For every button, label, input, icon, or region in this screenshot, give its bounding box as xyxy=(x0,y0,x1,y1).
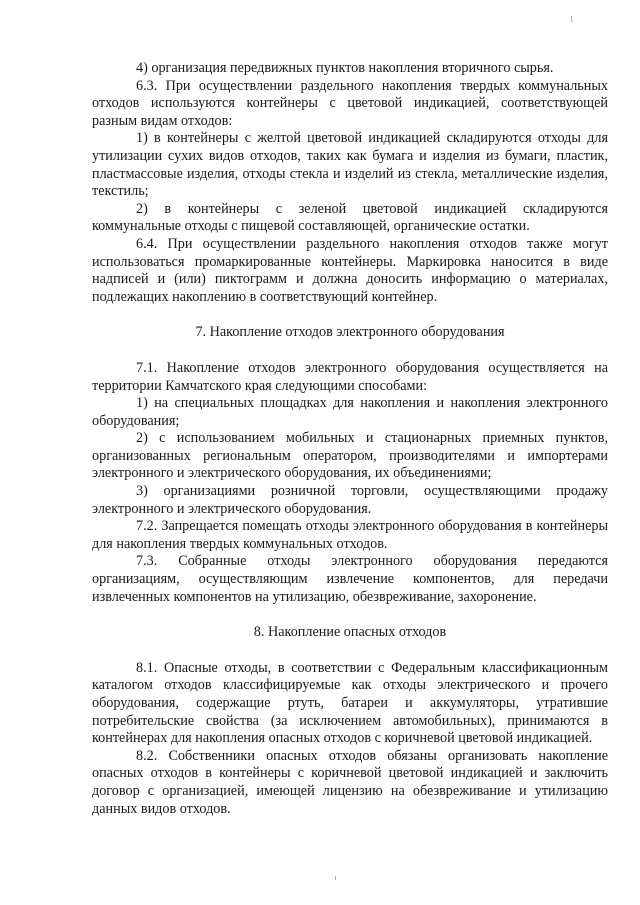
section-7-heading: 7. Накопление отходов электронного оборудования xyxy=(195,324,505,341)
paragraph-green-containers: 2) в контейнеры с зеленой цветовой индикацией складируются коммунальные отходы с пищевой составляющей, органические остатки. xyxy=(92,200,608,235)
paragraph-8-2: 8.2. Собственники опасных отходов обязаны организовать накопление опасных отходов в контейнеры с коричневой цветовой индикацией и заключить договор с организацией, имеющей лицензию на обезвреживание и утилизацию данных видов отходов. xyxy=(92,747,608,817)
paragraph-7-3: 7.3. Собранные отходы электронного оборудования передаются организациям, осуществляющим извлечение компонентов, для передачи извлеченных компонентов на утилизацию, обезвреживание, захоронение. xyxy=(92,553,608,605)
paragraph-8-1: 8.1. Опасные отходы, в соответствии с Федеральным классификационным каталогом отходов классифицируемые как отходы электрического и прочего оборудования, содержащие ртуть, батареи и аккумуляторы, утратившие потребительские свойства (за исключением автомобильных), принимаются в контейнерах для накопления опасных отходов с коричневой цветовой индикацией. xyxy=(92,659,608,747)
scan-mark-bottom xyxy=(335,876,336,880)
paragraph-7-1-item-1: 1) на специальных площадках для накопления и накопления электронного оборудования; xyxy=(92,395,608,429)
paragraph-6-3: 6.3. При осуществлении раздельного накопления твердых коммунальных отходов используются контейнеры с цветовой индикацией, соответствующей разным видам отходов: xyxy=(92,77,608,129)
paragraph-6-4: 6.4. При осуществлении раздельного накопления отходов также могут использоваться промаркированные контейнеры. Маркировка наносится в виде надписей и (или) пиктограмм и должна доносить информацию о материалах, подлежащих накоплению в соответствующий контейнер. xyxy=(92,235,608,305)
paragraph-7-1: 7.1. Накопление отходов электронного оборудования осуществляется на территории Камчатского края следующими способами: xyxy=(92,359,608,394)
scan-mark xyxy=(571,16,572,22)
paragraph-7-1-item-3: 3) организациями розничной торговли, осуществляющими продажу электронного и электрического оборудования. xyxy=(92,483,608,517)
paragraph-4-mobile-points: 4) организация передвижных пунктов накопления вторичного сырья. xyxy=(136,60,554,76)
section-8-heading: 8. Накопление опасных отходов xyxy=(253,624,447,641)
paragraph-7-1-item-2: 2) с использованием мобильных и стационарных приемных пунктов, организованных региональным оператором, производителями и импортерами электронного и электрического оборудования, их объединениями; xyxy=(92,430,608,482)
document-page xyxy=(92,60,608,818)
paragraph-yellow-containers: 1) в контейнеры с желтой цветовой индикацией складируются отходы для утилизации сухих видов отходов, таких как бумага и изделия из бумаги, пластик, пластмассовые изделия, отходы стекла и изделий из стекла, металлические изделия, текстиль; xyxy=(92,130,608,200)
paragraph-7-2: 7.2. Запрещается помещать отходы электронного оборудования в контейнеры для накопления твердых коммунальных отходов. xyxy=(92,518,608,552)
